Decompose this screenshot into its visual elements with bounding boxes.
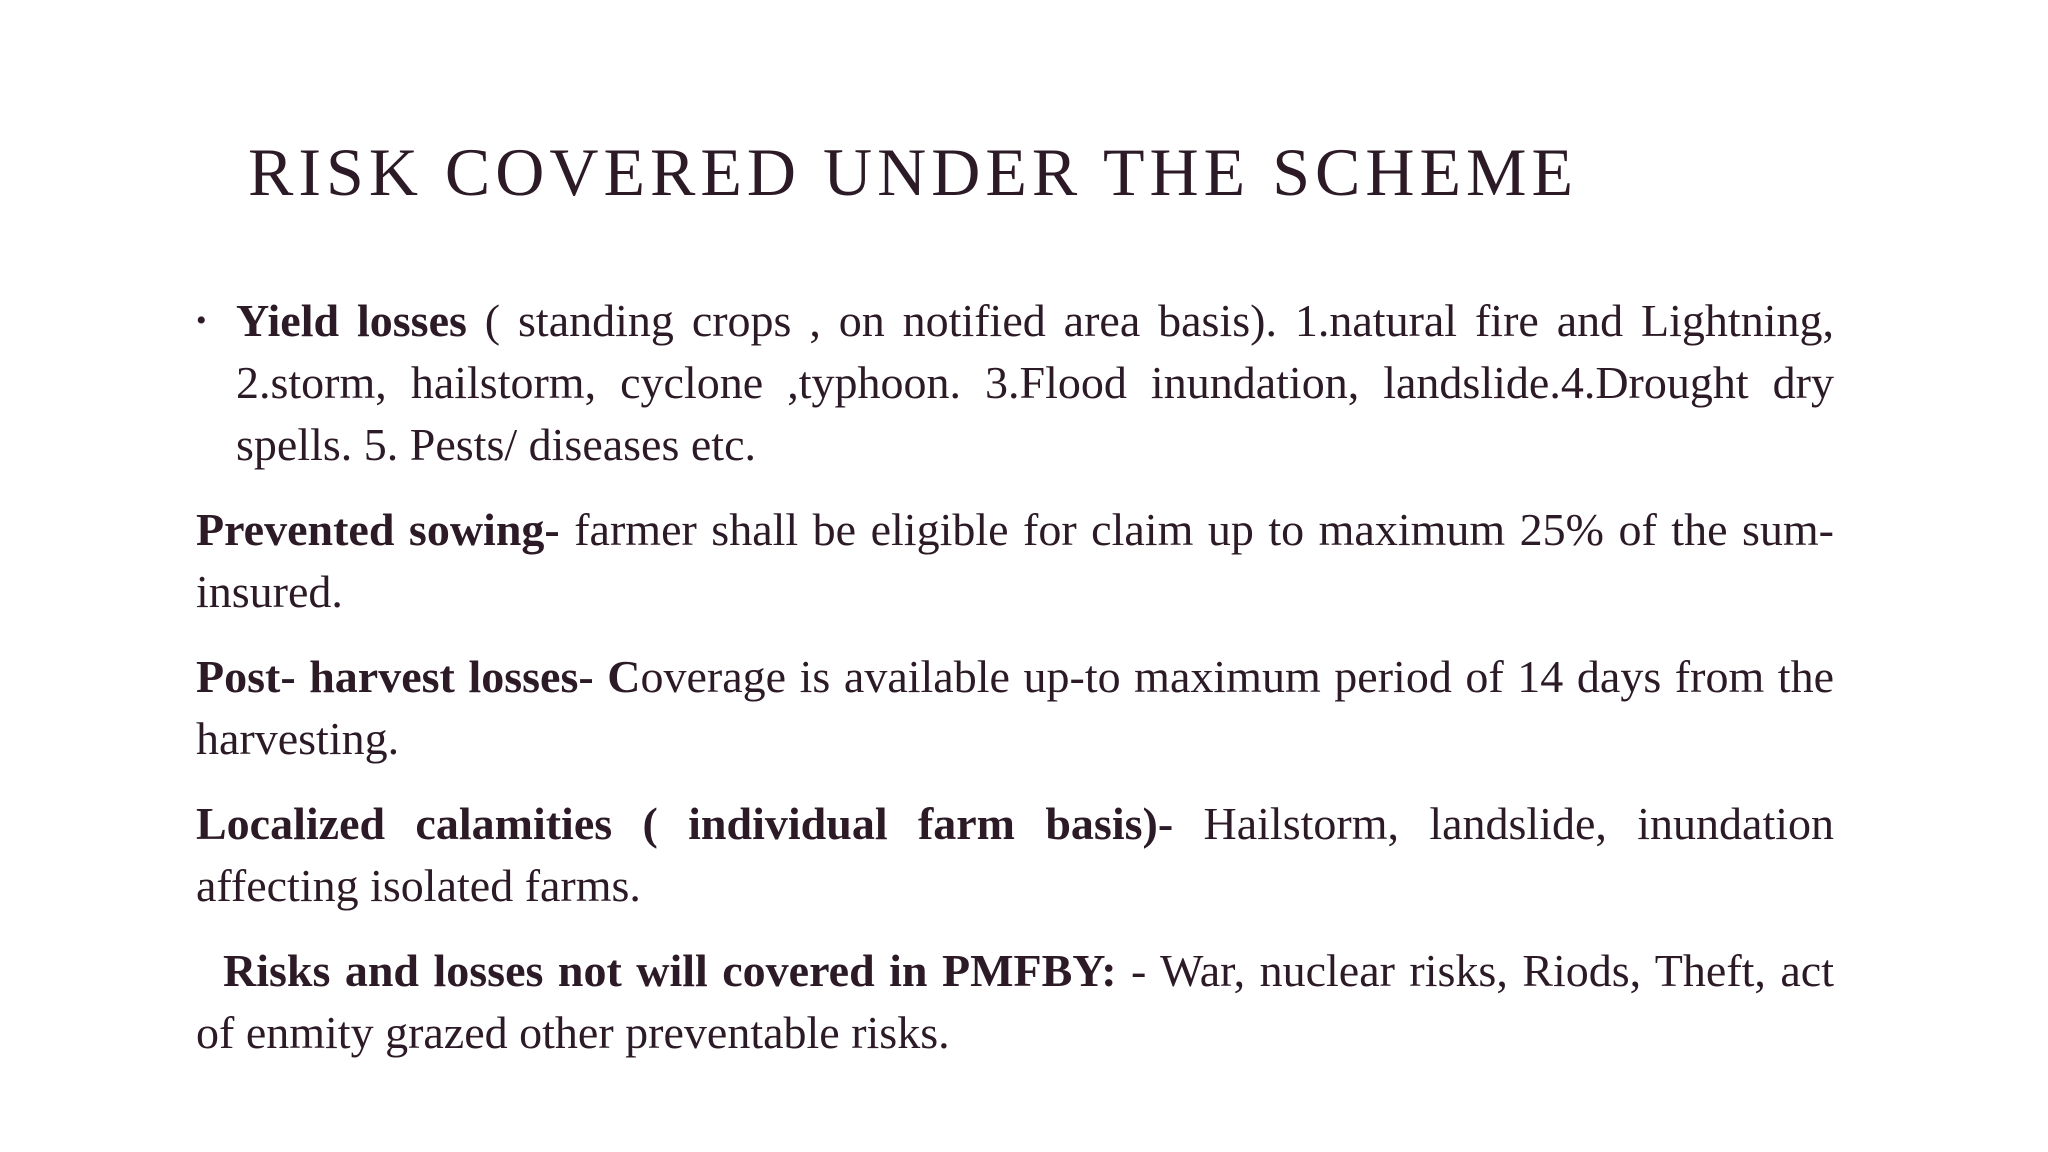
item-heading: Prevented sowing- xyxy=(196,504,560,555)
item-heading: Post- harvest losses- C xyxy=(196,651,641,702)
item-text: Hailstorm, landslide, inundation affecting isolated farms. xyxy=(196,798,1835,911)
bullet-item-yield-losses xyxy=(196,290,1834,476)
item-text: - War, nuclear risks, Riods, Theft, act of enmity grazed other preventable risks. xyxy=(196,945,1834,1058)
slide-body xyxy=(196,290,1834,1087)
item-text: ( standing crops , on notified area basis). 1.natural fire and Lightning, 2.storm, hailstorm, cyclone ,typhoon. 3.Flood inundation, landslide.4.Drought dry spells. 5. Pests/ diseases etc. xyxy=(236,295,1834,470)
bullet-icon: • xyxy=(196,304,207,337)
paragraph-prevented-sowing xyxy=(196,499,1834,623)
item-text: overage is available up-to maximum period of 14 days from the harvesting. xyxy=(196,651,1835,764)
paragraph-risks-not-covered xyxy=(196,940,1834,1064)
paragraph-post-harvest-losses xyxy=(196,646,1834,770)
item-text: farmer shall be eligible for claim up to maximum 25% of the sum-insured. xyxy=(196,504,1834,617)
item-heading: Yield losses xyxy=(236,295,467,346)
item-heading: Risks and losses not will covered in PMFBY: xyxy=(223,945,1117,996)
slide-title: RISK COVERED UNDER THE SCHEME xyxy=(248,134,1579,210)
paragraph-localized-calamities xyxy=(196,793,1834,917)
item-heading: Localized calamities ( individual farm basis)- xyxy=(196,798,1174,849)
